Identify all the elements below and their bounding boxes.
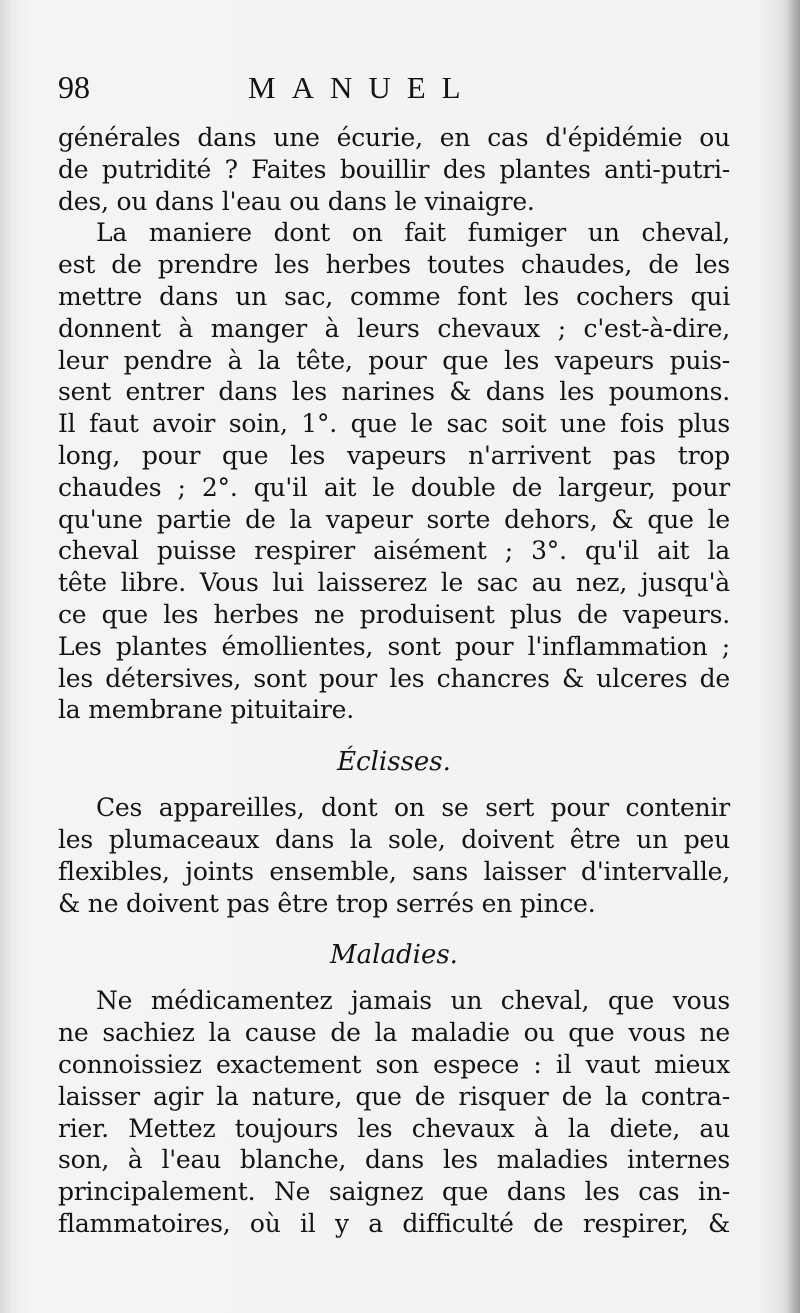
text-line: générales dans une écurie, en cas d'épidémie ou <box>58 123 730 152</box>
text-line: principalement. Ne saignez que dans les cas in- <box>58 1177 730 1207</box>
text-line: La maniere dont on fait fumiger un cheval, <box>96 218 730 248</box>
text-line: mettre dans un sac, comme font les cochers qui <box>58 281 730 311</box>
paragraph-maladies <box>58 985 730 1239</box>
text-line: flammatoires, où il y a difficulté de respirer, & <box>58 1208 730 1238</box>
page-gutter-shadow <box>786 0 800 1313</box>
paragraph-continued <box>58 122 730 217</box>
text-line: leur pendre à la tête, pour que les vapeurs puis- <box>58 345 730 375</box>
text-line: de putridité ? Faites bouillir des plantes anti-putri- <box>58 154 730 184</box>
text-line: les détersives, sont pour les chancres & ulceres de <box>58 663 730 693</box>
text-line: & ne doivent pas être trop serrés en pince. <box>58 888 596 918</box>
text-line: flexibles, joints ensemble, sans laisser d'intervalle, <box>58 856 730 886</box>
text-line: des, ou dans l'eau ou dans le vinaigre. <box>58 186 535 216</box>
text-line: sent entrer dans les narines & dans les poumons. <box>58 377 730 407</box>
text-line: Ne médicamentez jamais un cheval, que vous <box>96 986 730 1016</box>
text-line: ce que les herbes ne produisent plus de vapeurs. <box>58 599 730 629</box>
text-line: donnent à manger à leurs chevaux ; c'est-à-dire, <box>58 313 730 343</box>
text-line: tête libre. Vous lui laisserez le sac au nez, jusqu'à <box>58 568 730 598</box>
text-line: connoissiez exactement son espece : il vaut mieux <box>58 1049 730 1079</box>
text-line: rier. Mettez toujours les chevaux à la diete, au <box>58 1113 730 1143</box>
page-header <box>58 69 730 122</box>
text-line: les plumaceaux dans la sole, doivent être un peu <box>58 824 730 854</box>
text-line: Ces appareilles, dont on se sert pour contenir <box>96 793 730 823</box>
text-line: la membrane pituitaire. <box>58 695 354 725</box>
paragraph-fumigation <box>58 217 730 726</box>
text-line: Il faut avoir soin, 1°. que le sac soit une fois plus <box>58 409 730 439</box>
text-line: ne sachiez la cause de la maladie ou que vous ne <box>58 1018 730 1048</box>
section-title-maladies: Maladies. <box>330 940 458 971</box>
text-line: chaudes ; 2°. qu'il ait le double de largeur, pour <box>58 472 730 502</box>
text-line: qu'une partie de la vapeur sorte dehors, & que le <box>58 504 730 534</box>
paragraph-eclisses <box>58 792 730 919</box>
text-line: Les plantes émollientes, sont pour l'inflammation ; <box>58 631 730 661</box>
page-text <box>58 69 730 1240</box>
page-number: 98 <box>58 69 90 105</box>
text-line: est de prendre les herbes toutes chaudes, de les <box>58 250 730 280</box>
section-title-eclisses: Éclisses. <box>337 747 451 778</box>
text-line: long, pour que les vapeurs n'arrivent pas trop <box>58 440 730 470</box>
running-head: MANUEL <box>248 70 477 105</box>
text-line: son, à l'eau blanche, dans les maladies internes <box>58 1145 730 1175</box>
text-line: cheval puisse respirer aisément ; 3°. qu'il ait la <box>58 536 730 566</box>
text-line: laisser agir la nature, que de risquer de la contra- <box>58 1081 730 1111</box>
